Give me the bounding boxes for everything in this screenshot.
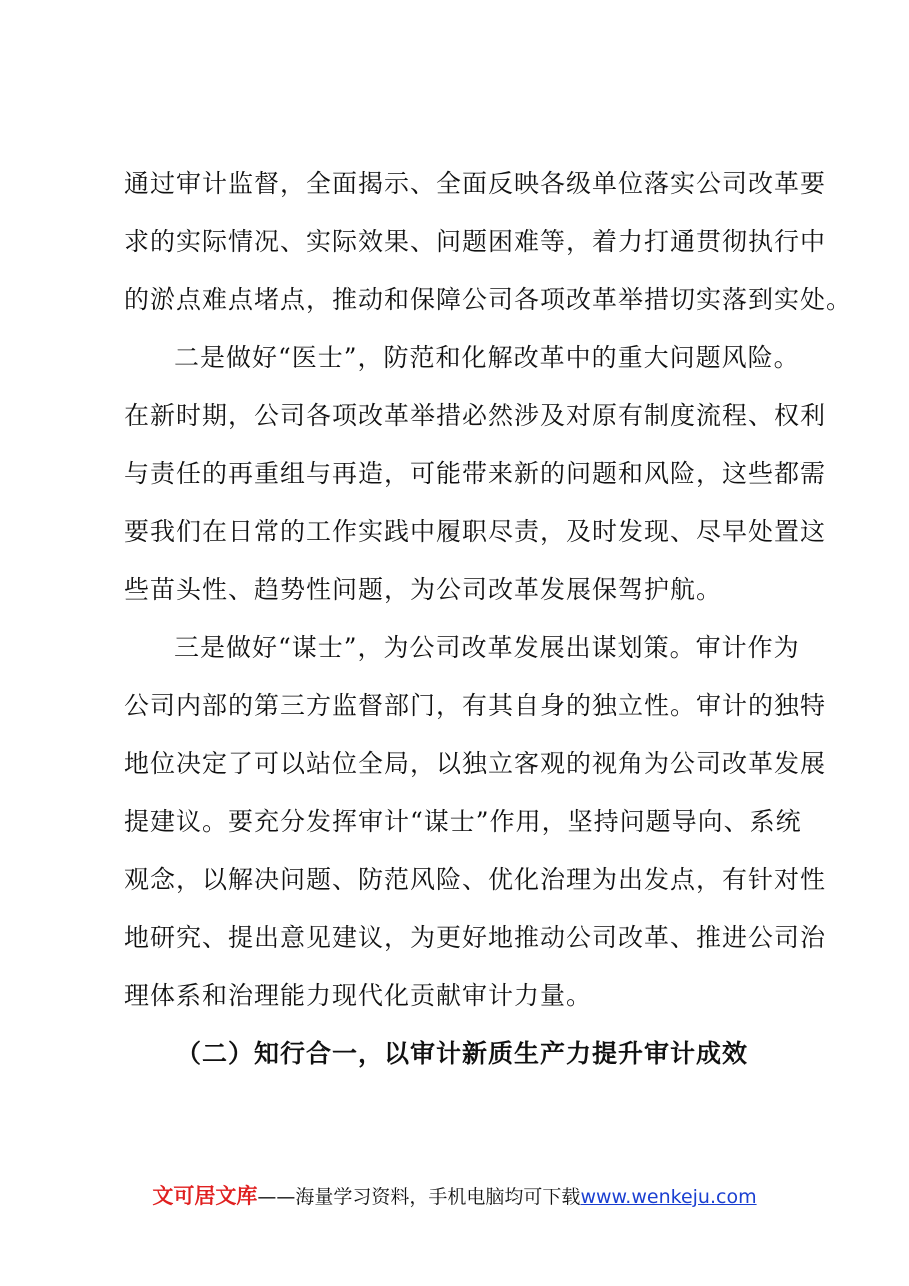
body-line: 地研究、提出意见建议，为更好地推动公司改革、推进公司治 [124,923,827,952]
body-line: 地位决定了可以站位全局，以独立客观的视角为公司改革发展 [124,749,827,778]
footer-tagline: ——海量学习资料，手机电脑均可下载 [257,1186,581,1208]
body-line: 些苗头性、趋势性问题，为公司改革发展保驾护航。 [124,575,723,604]
body-line: 三是做好“谋士”，为公司改革发展出谋划策。审计作为 [174,633,800,662]
body-line: 二是做好“医士”，防范和化解改革中的重大问题风险。 [174,343,800,372]
body-line: 求的实际情况、实际效果、问题困难等，着力打通贯彻执行中 [124,227,827,256]
site-link[interactable]: www.wenkeju.com [580,1186,757,1208]
body-line: 要我们在日常的工作实践中履职尽责，及时发现、尽早处置这 [124,517,827,546]
section-heading: （二）知行合一，以审计新质生产力提升审计成效 [176,1039,749,1068]
body-line: 的淤点难点堵点，推动和保障公司各项改革举措切实落到实处。 [124,285,853,314]
brand-name: 文可居文库 [152,1184,258,1208]
body-line: 通过审计监督，全面揭示、全面反映各级单位落实公司改革要 [124,169,827,198]
body-line: 提建议。要充分发挥审计“谋士”作用，坚持问题导向、系统 [124,807,802,836]
body-line: 与责任的再重组与再造，可能带来新的问题和风险，这些都需 [124,459,827,488]
body-line: 公司内部的第三方监督部门，有其自身的独立性。审计的独特 [124,691,827,720]
body-line: 在新时期，公司各项改革举措必然涉及对原有制度流程、权利 [124,401,827,430]
body-line: 理体系和治理能力现代化贡献审计力量。 [124,981,593,1010]
body-line: 观念，以解决问题、防范风险、优化治理为出发点，有针对性 [124,865,827,894]
footer-banner [0,1180,909,1210]
